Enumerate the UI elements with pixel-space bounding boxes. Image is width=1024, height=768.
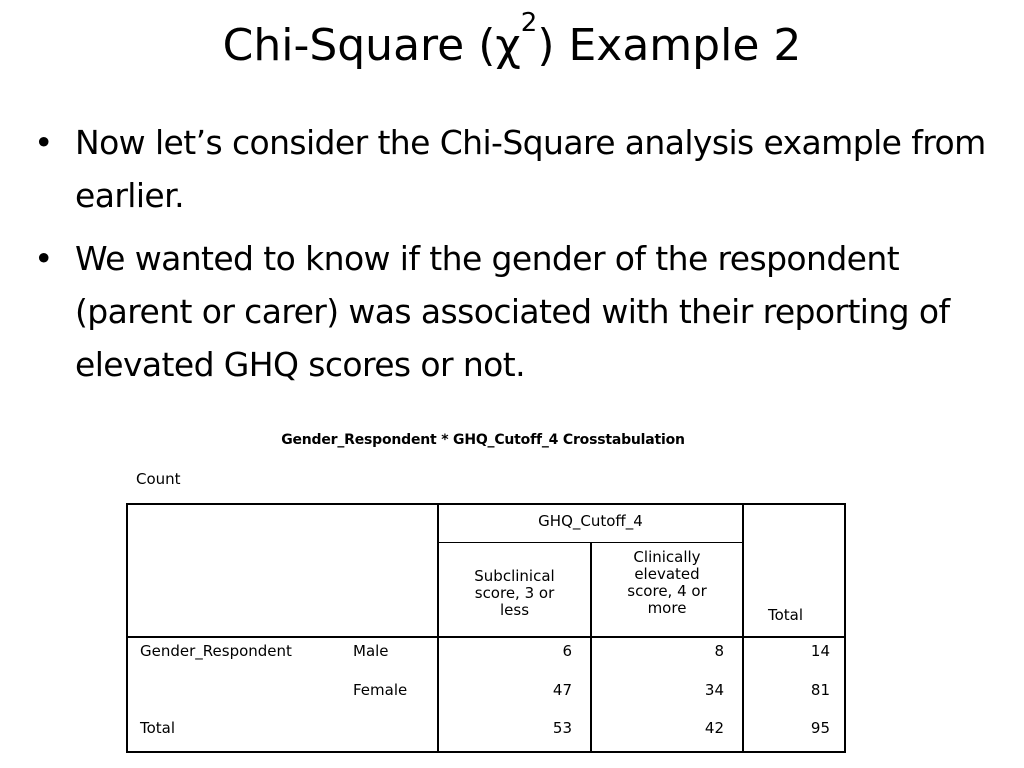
table-cell: 53 — [552, 719, 572, 737]
header-line: elevated — [634, 565, 700, 583]
bullet-dot: • — [34, 123, 53, 162]
crosstab-title: Gender_Respondent * GHQ_Cutoff_4 Crosstabulation — [281, 432, 685, 448]
table-cell: 47 — [552, 681, 572, 699]
slide-title — [0, 8, 1024, 78]
table-cell: 6 — [562, 642, 572, 660]
header-line: Clinically — [633, 548, 701, 566]
table-cell: 42 — [704, 719, 724, 737]
slide-title-main: Chi-Square (χ — [222, 20, 521, 71]
bullet-text: Now let’s consider the Chi-Square analysis example from earlier. — [75, 123, 986, 215]
table-divider — [128, 636, 844, 638]
bullet-dot: • — [34, 239, 53, 278]
row-label-total: Total — [140, 719, 176, 737]
table-cell: 34 — [704, 681, 724, 699]
bullet-item — [34, 116, 994, 222]
table-cell: 8 — [714, 642, 724, 660]
header-line: more — [647, 599, 687, 617]
crosstab-table — [126, 503, 846, 753]
header-line: score, 3 or — [474, 584, 555, 602]
slide-title-superscript: 2 — [520, 8, 538, 38]
row-label-female: Female — [353, 681, 408, 699]
column-header-subclinical — [439, 568, 590, 619]
table-cell: 14 — [810, 642, 830, 660]
column-variable-header: GHQ_Cutoff_4 — [538, 512, 643, 530]
column-header-total: Total — [768, 606, 804, 624]
bullet-list — [34, 116, 994, 401]
table-cell: 81 — [810, 681, 830, 699]
column-header-clinically-elevated — [592, 549, 742, 617]
bullet-item — [34, 232, 994, 391]
table-divider — [437, 542, 744, 543]
header-line: Subclinical — [474, 567, 555, 585]
table-cell: 95 — [810, 719, 830, 737]
slide-title-end: ) Example 2 — [537, 20, 802, 71]
bullet-text: We wanted to know if the gender of the respondent (parent or carer) was associated with their reporting of elevated GHQ scores or not. — [75, 239, 950, 384]
header-line: less — [499, 601, 530, 619]
row-label-male: Male — [353, 642, 389, 660]
count-label: Count — [136, 470, 181, 488]
header-line: score, 4 or — [627, 582, 707, 600]
row-variable-label: Gender_Respondent — [140, 642, 292, 660]
